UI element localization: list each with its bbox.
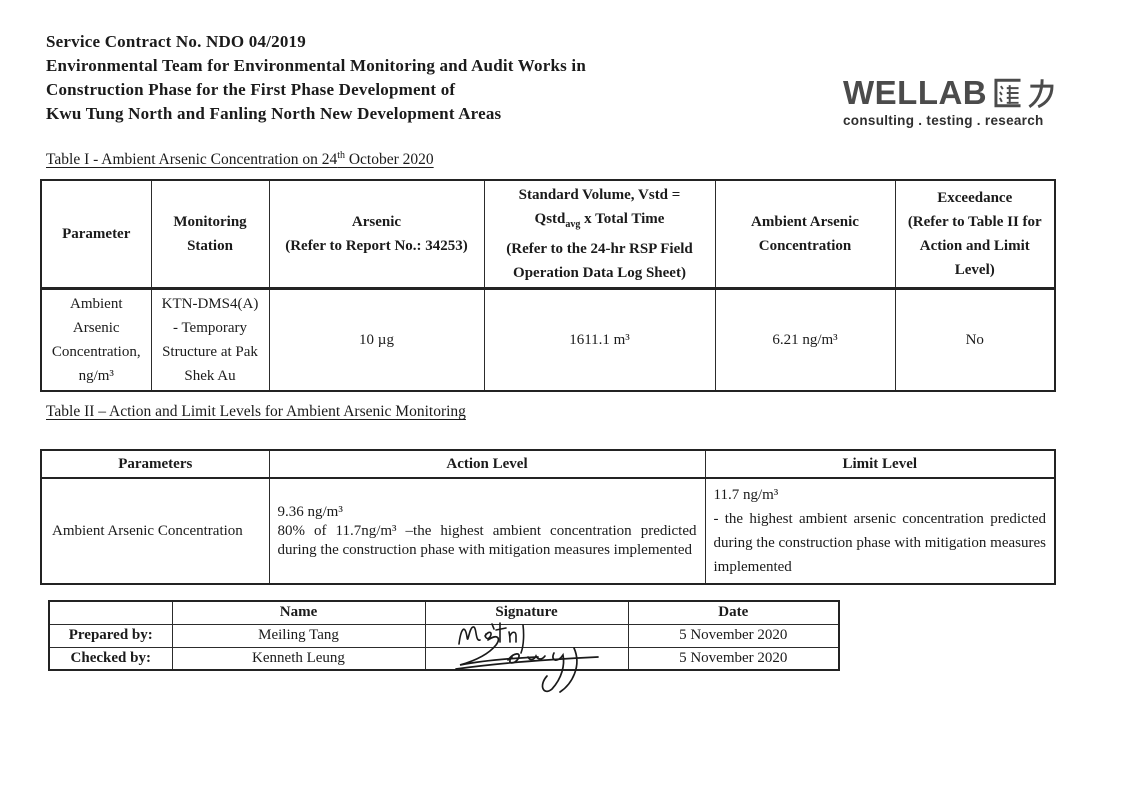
table1-th-ambient-concentration (715, 180, 895, 289)
table1-th-exceedance (895, 180, 1055, 289)
table1-th-volume-total-time: x Total Time (580, 211, 665, 227)
wellab-tagline: consulting . testing . research (843, 113, 1044, 128)
table1-station-line4: Shek Au (184, 368, 236, 384)
table1-th-arsenic-line1: Arsenic (351, 214, 402, 230)
table1-th-volume-qstd: Qstd (534, 211, 566, 227)
table1-cell-exceedance: No (895, 289, 1055, 392)
table1-th-exceedance-line4: Level) (954, 262, 995, 278)
table1-title (46, 150, 434, 169)
table1-th-arsenic-line2: (Refer to Report No.: 34253) (285, 238, 468, 254)
signoff-checked-signature-cell (425, 647, 628, 670)
header-line-phase: Construction Phase for the First Phase Development of (46, 80, 456, 99)
table1-th-arsenic (269, 180, 484, 289)
table1-title-sup: th (337, 150, 345, 161)
signoff-th-signature: Signature (425, 601, 628, 624)
signoff-checked-name: Kenneth Leung (172, 647, 425, 670)
table1-title-post: October 2020 (344, 151, 434, 169)
table1-th-station-line1: Monitoring (173, 214, 247, 230)
table1-th-volume-line3: (Refer to the 24-hr RSP Field (506, 241, 693, 257)
table1-th-parameter (41, 180, 151, 289)
table2-cell-limit-level (705, 478, 1055, 584)
table1-parameter-line3: Concentration, (51, 344, 141, 360)
table1-th-volume-line2 (491, 207, 709, 237)
table2-th-action-level: Action Level (269, 450, 705, 478)
table2-limit-value: 11.7 ng/m³ (713, 487, 779, 503)
table1-cell-station (151, 289, 269, 392)
signoff-prepared-name: Meiling Tang (172, 624, 425, 647)
table1-parameter-line1: Ambient (70, 296, 123, 312)
table1-header-row (41, 180, 1055, 289)
table1-th-monitoring-station (151, 180, 269, 289)
table1-station-line1: KTN-DMS4(A) (161, 296, 259, 312)
table1-th-volume-line4: Operation Data Log Sheet) (513, 265, 686, 281)
signoff-th-date: Date (628, 601, 839, 624)
table1-parameter-line4: ng/m³ (78, 368, 114, 384)
wellab-logo (843, 76, 1058, 128)
signoff-prepared-signature-cell (425, 624, 628, 647)
table1-data-row (41, 289, 1055, 392)
table1-cell-arsenic-mass: 10 µg (269, 289, 484, 392)
table1-th-volume-avg-sub: avg (565, 219, 581, 230)
table1-th-station-line2: Station (187, 238, 233, 254)
table2-cell-parameter: Ambient Arsenic Concentration (41, 478, 269, 584)
table1-th-concentration-line2: Concentration (758, 238, 852, 254)
signoff-th-name: Name (172, 601, 425, 624)
table2-title: Table II – Action and Limit Levels for Ambient Arsenic Monitoring (46, 403, 466, 420)
signoff-th-role (49, 601, 172, 624)
table1-th-exceedance-line3: Action and Limit (919, 238, 1030, 254)
table2-action-description: 80% of 11.7ng/m³ –the highest ambient concentration predicted during the construction phase with mitigation measures implemented (277, 522, 697, 558)
table1-title-pre: Table I - Ambient Arsenic Concentration on 24 (46, 151, 338, 169)
signoff-checked-label: Checked by: (49, 647, 172, 670)
signoff-header-row (49, 601, 839, 624)
table1-th-parameter-label: Parameter (62, 226, 131, 242)
signoff-row-checked (49, 647, 839, 670)
signoff-checked-date: 5 November 2020 (628, 647, 839, 670)
table1-cell-parameter (41, 289, 151, 392)
table1-th-volume-line1: Standard Volume, Vstd = (518, 187, 681, 203)
table1-cell-standard-volume: 1611.1 m³ (484, 289, 715, 392)
signoff-prepared-label: Prepared by: (49, 624, 172, 647)
header-line-team: Environmental Team for Environmental Monitoring and Audit Works in (46, 56, 586, 75)
table2-header-row (41, 450, 1055, 478)
header-line-contract: Service Contract No. NDO 04/2019 (46, 32, 306, 51)
table1-parameter-line2: Arsenic (72, 320, 120, 336)
signoff-prepared-date: 5 November 2020 (628, 624, 839, 647)
table1-th-exceedance-line2: (Refer to Table II for (907, 214, 1042, 230)
header-line-areas: Kwu Tung North and Fanling North New Development Areas (46, 104, 502, 123)
table2-data-row (41, 478, 1055, 584)
table1-th-concentration-line1: Ambient Arsenic (751, 214, 859, 230)
table2-limit-description: - the highest ambient arsenic concentration predicted during the construction phase with mitigation measures implemented (713, 511, 1046, 575)
table1-station-line2: - Temporary (172, 320, 248, 336)
table2-th-limit-level: Limit Level (705, 450, 1055, 478)
table1-th-exceedance-line1: Exceedance (937, 190, 1013, 206)
table2-cell-action-level (269, 478, 705, 584)
table1-station-line3: Structure at Pak (162, 344, 258, 360)
signoff-row-prepared (49, 624, 839, 647)
table1-ambient-arsenic (40, 179, 1056, 392)
table2-th-parameters: Parameters (41, 450, 269, 478)
signoff-table (48, 600, 840, 671)
wellab-cjk-logo-icon (993, 77, 1058, 109)
table1-th-standard-volume (484, 180, 715, 289)
document-header (46, 30, 586, 126)
table2-action-value: 9.36 ng/m³ (277, 503, 343, 520)
table1-cell-concentration: 6.21 ng/m³ (715, 289, 895, 392)
table2-action-limit-levels (40, 449, 1056, 585)
wellab-brand-text: WELLAB (843, 74, 988, 111)
